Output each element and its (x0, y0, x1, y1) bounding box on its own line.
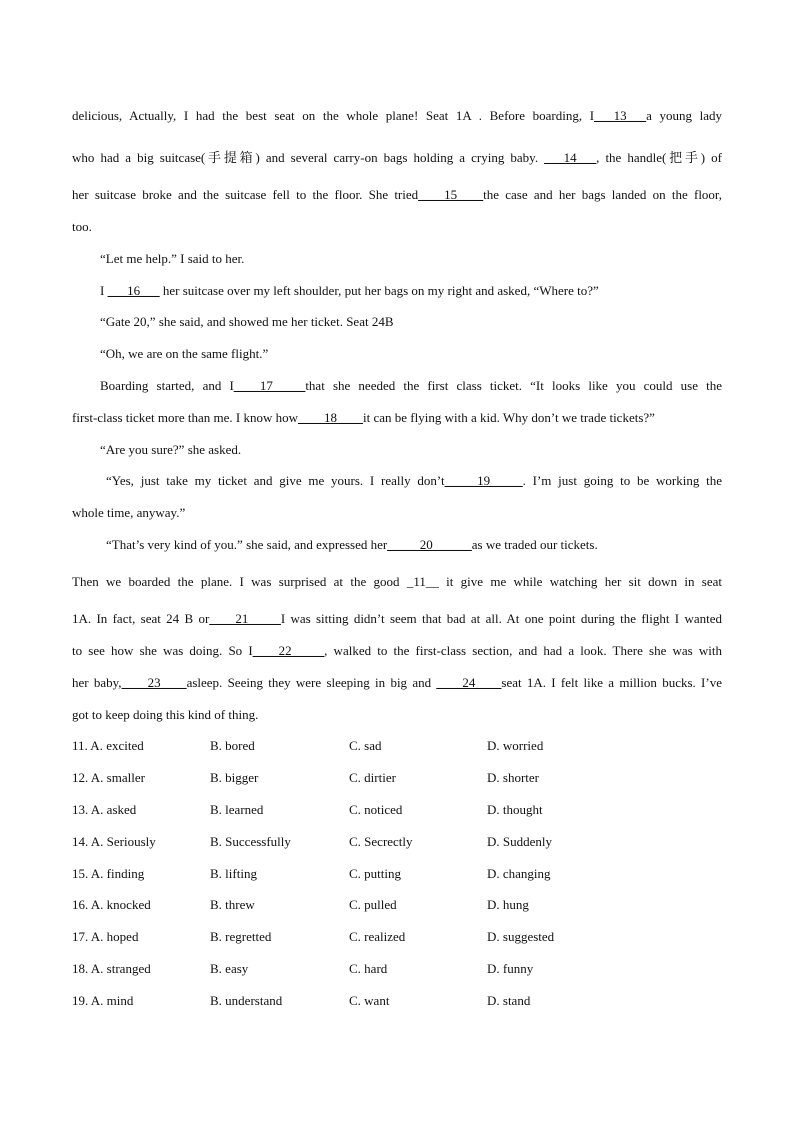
blank-13: ___13___ (594, 108, 647, 123)
blank-14: ___14___ (544, 150, 597, 165)
option-row: 18. A. stranged B. easy C. hard D. funny (72, 961, 534, 976)
passage-line: to see how she was doing. So I____22_____, walked to the first-class section, and had a look. There she was with (72, 643, 722, 658)
passage-line: got to keep doing this kind of thing. (72, 707, 259, 722)
passage-line: who had a big suitcase(手提箱) and several carry-on bags holding a crying baby. ___14___, the handle(把手) of (72, 150, 723, 165)
passage-line: her baby,____23____asleep. Seeing they were sleeping in big and ____24____seat 1A. I felt like a million bucks. I’ve (72, 675, 722, 690)
blank-16: ___16___ (107, 283, 160, 298)
blank-20: _____20______ (387, 537, 472, 552)
blank-21: ____21_____ (209, 611, 281, 626)
passage-line: Then we boarded the plane. I was surprised at the good _11__ it give me while watching her sit down in seat (72, 574, 722, 589)
passage-line: “Yes, just take my ticket and give me yours. I really don’t_____19_____. I’m just going to be working the (106, 473, 722, 488)
passage-line: too. (72, 219, 92, 234)
option-row: 15. A. finding B. lifting C. putting D. changing (72, 866, 551, 881)
blank-17: ____17_____ (233, 378, 306, 393)
blank-19: _____19_____ (444, 473, 523, 488)
passage-line: “Are you sure?” she asked. (100, 442, 242, 457)
passage-line: 1A. In fact, seat 24 B or____21_____I was sitting didn’t seem that bad at all. At one point during the flight I wanted (72, 611, 722, 626)
passage-line: “That’s very kind of you.” she said, and expressed her_____20______as we traded our tickets. (106, 537, 598, 552)
option-row: 19. A. mind B. understand C. want D. stand (72, 993, 531, 1008)
option-row: 14. A. Seriously B. Successfully C. Secrectly D. Suddenly (72, 834, 552, 849)
option-row: 17. A. hoped B. regretted C. realized D. suggested (72, 929, 555, 944)
passage-line: delicious, Actually, I had the best seat on the whole plane! Seat 1A . Before boarding, I___13___a young lady (72, 108, 722, 123)
passage-line: I ___16___ her suitcase over my left shoulder, put her bags on my right and asked, “Where to?” (100, 283, 599, 298)
blank-23: ____23____ (121, 675, 187, 690)
passage-line: Boarding started, and I____17_____that she needed the first class ticket. “It looks like you could use the (100, 378, 722, 393)
blank-24: ____24____ (436, 675, 502, 690)
option-row: 11. A. excited B. bored C. sad D. worried (72, 738, 544, 753)
option-row: 13. A. asked B. learned C. noticed D. thought (72, 802, 543, 817)
passage-line: her suitcase broke and the suitcase fell to the floor. She tried____15____the case and her bags landed on the floor, (72, 187, 722, 202)
passage-line: “Let me help.” I said to her. (100, 251, 245, 266)
passage-line: first-class ticket more than me. I know how____18____it can be flying with a kid. Why don’t we trade tickets?” (72, 410, 655, 425)
option-row: 16. A. knocked B. threw C. pulled D. hung (72, 897, 529, 912)
blank-22: ____22_____ (252, 643, 325, 658)
passage-line: “Oh, we are on the same flight.” (100, 346, 269, 361)
passage-line: whole time, anyway.” (72, 505, 186, 520)
blank-15: ____15____ (418, 187, 484, 202)
blank-18: ____18____ (298, 410, 363, 425)
passage-line: “Gate 20,” she said, and showed me her ticket. Seat 24B (100, 314, 394, 329)
option-row: 12. A. smaller B. bigger C. dirtier D. shorter (72, 770, 539, 785)
